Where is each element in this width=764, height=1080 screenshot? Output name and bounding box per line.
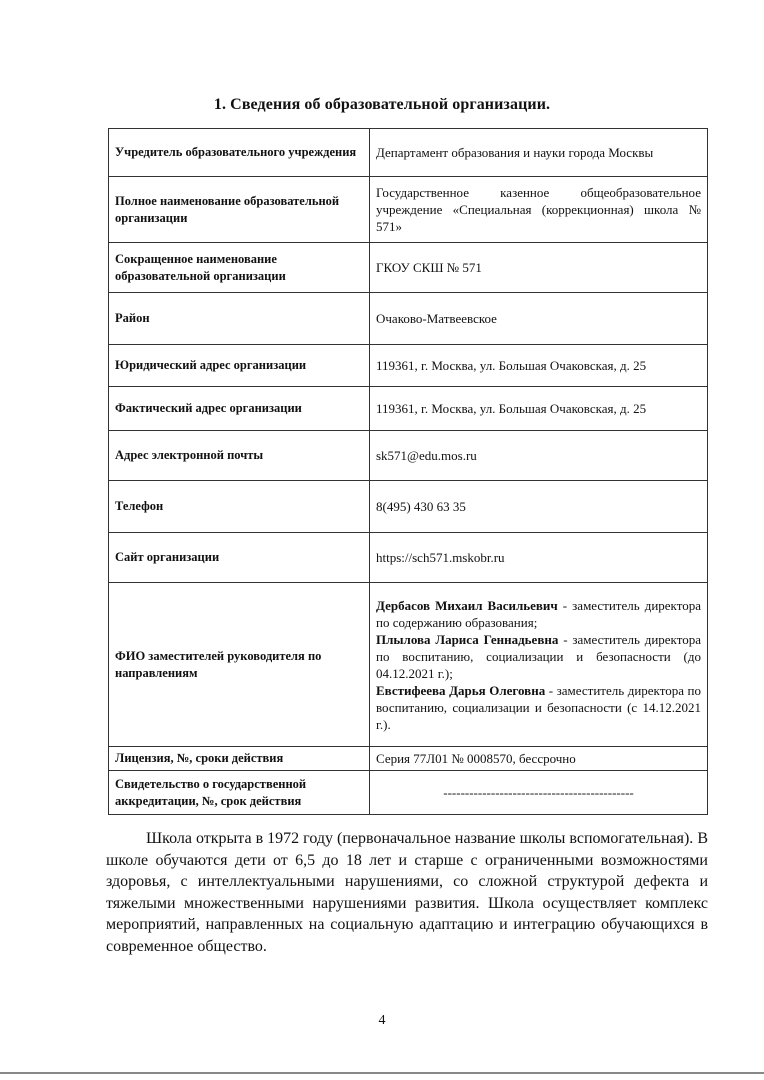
scan-bottom-edge [0,1072,764,1074]
table-row [109,533,708,583]
row-value-license: Серия 77Л01 № 0008570, бессрочно [370,747,708,771]
deputy-name: Дербасов Михаил Васильевич [376,597,558,613]
table-row [109,243,708,293]
row-label-legal-address: Юридический адрес организации [109,345,370,387]
row-value-district: Очаково-Матвеевское [370,293,708,345]
table-row [109,747,708,771]
table-row [109,387,708,431]
row-value-email: sk571@edu.mos.ru [370,431,708,481]
row-label-actual-address: Фактический адрес организации [109,387,370,431]
table-row [109,481,708,533]
page-number: 4 [378,1013,386,1028]
table-row [109,177,708,243]
table-row [109,345,708,387]
deputy-name: Евстифеева Дарья Олеговна [376,682,546,698]
row-label-license: Лицензия, №, сроки действия [109,747,370,771]
deputy-role: - заместитель директора по воспитанию, социализации и безопасности (с 14.12.2021 г.). [376,682,701,732]
row-value-full-name: Государственное казенное общеобразовательное учреждение «Специальная (коррекционная) школа № 571» [370,177,708,243]
row-label-website: Сайт организации [109,533,370,583]
row-value-website: https://sch571.mskobr.ru [370,533,708,583]
description-paragraph: Школа открыта в 1972 году (первоначальное название школы вспомогательная). В школе обучаются дети от 6,5 до 18 лет и старше с ограниченными возможностями здоровья, с интеллектуальными нарушениями, со сложной структурой дефекта и тяжелыми множественными нарушениями развития. Школа осуществляет комплекс мероприятий, направленных на социальную адаптацию и интеграцию обучающихся в современное общество. [106,830,708,955]
row-value-accreditation [370,771,708,815]
row-label-deputies: ФИО заместителей руководителя по направлениям [109,583,370,747]
deputy-entry [376,598,701,630]
organization-info-table [108,128,708,815]
row-value-founder: Департамент образования и науки города Москвы [370,129,708,177]
table-row [109,129,708,177]
row-label-district: Район [109,293,370,345]
row-value-deputies [370,583,708,747]
deputy-role: - заместитель директора по воспитанию, социализации и безопасности (до 04.12.2021 г.); [376,631,701,681]
accreditation-dashes: -------------------------------------------- [443,785,634,800]
row-label-accreditation: Свидетельство о государственной аккредитации, №, срок действия [109,771,370,815]
row-label-founder: Учредитель образовательного учреждения [109,129,370,177]
row-label-short-name: Сокращенное наименование образовательной организации [109,243,370,293]
row-value-actual-address: 119361, г. Москва, ул. Большая Очаковская, д. 25 [370,387,708,431]
row-label-email: Адрес электронной почты [109,431,370,481]
row-value-phone: 8(495) 430 63 35 [370,481,708,533]
row-label-phone: Телефон [109,481,370,533]
row-label-full-name: Полное наименование образовательной организации [109,177,370,243]
table-row [109,771,708,815]
row-value-short-name: ГКОУ СКШ № 571 [370,243,708,293]
table-row [109,293,708,345]
deputy-name: Плылова Лариса Геннадьевна [376,631,559,647]
deputy-entry [376,632,701,681]
table-row [109,583,708,747]
deputy-role: - заместитель директора по содержанию образования; [376,597,701,630]
row-value-legal-address: 119361, г. Москва, ул. Большая Очаковская, д. 25 [370,345,708,387]
deputy-entry [376,683,701,732]
section-title: 1. Сведения об образовательной организации. [213,96,551,113]
table-row [109,431,708,481]
